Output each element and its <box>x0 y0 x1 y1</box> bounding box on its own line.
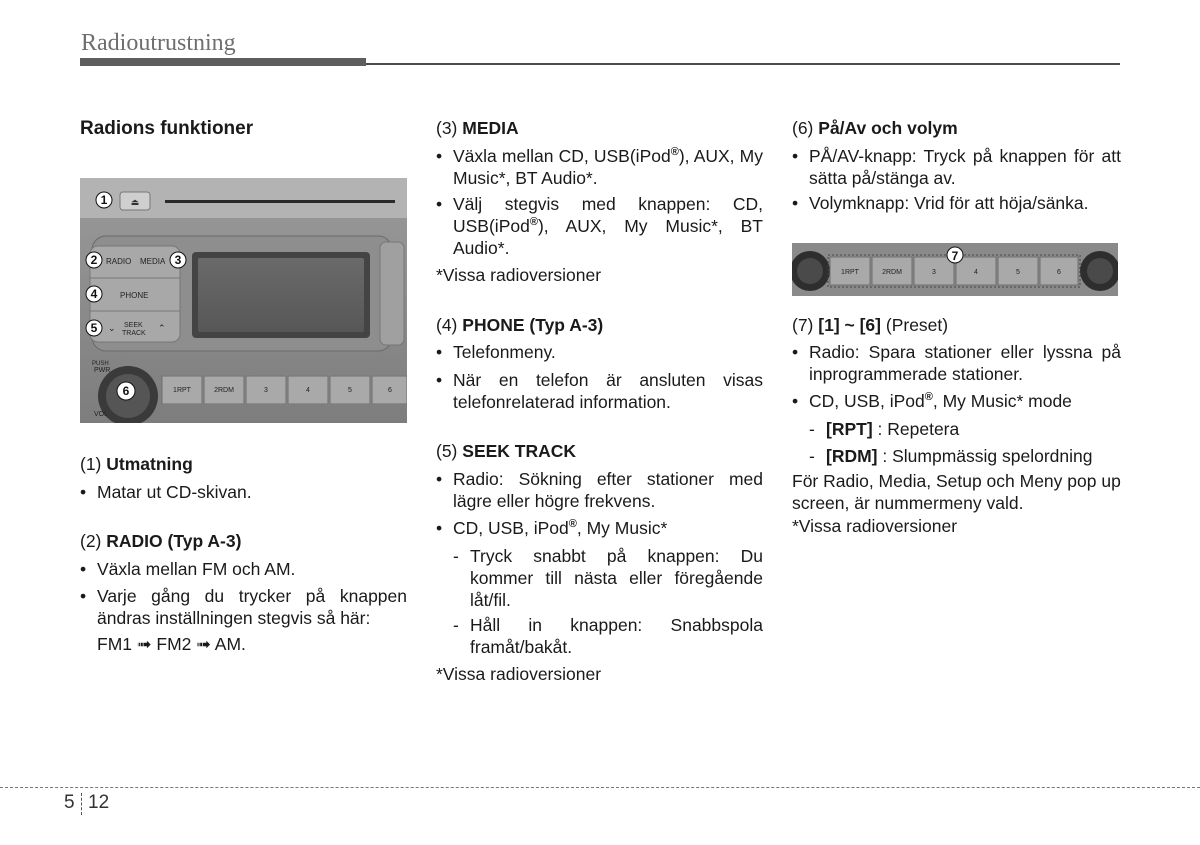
header-rule <box>366 63 1120 65</box>
chapter-number: 5 <box>64 792 75 813</box>
list-item: • CD, USB, iPod®, My Music* <box>436 517 763 539</box>
radio-panel-figure <box>80 178 407 423</box>
heading-preset: (7) [1] ~ [6] (Preset) <box>792 315 949 335</box>
list-item: • CD, USB, iPod®, My Music* mode <box>792 390 1121 412</box>
preset-strip-figure <box>792 243 1118 296</box>
footnote: *Vissa radioversioner <box>436 265 602 285</box>
media-button-label: MEDIA <box>140 257 166 266</box>
vol-label: VOL <box>94 411 109 418</box>
preset-label: 2RDM <box>882 269 902 276</box>
list-item: • Varje gång du trycker på knappen ändras inställningen stegvis så här: <box>80 585 407 629</box>
page-number: 12 <box>88 792 110 813</box>
preset-label: 6 <box>388 387 392 394</box>
callout-3: 3 <box>174 253 182 267</box>
preset-buttons-row <box>162 375 407 405</box>
callout-5: 5 <box>90 321 98 335</box>
heading-phone: (4) PHONE (Typ A-3) <box>436 315 604 335</box>
list-item: • När en telefon är ansluten visas telefonrelaterad information. <box>436 369 763 413</box>
preset-label: 5 <box>1016 269 1020 276</box>
heading-media: (3) MEDIA <box>436 118 519 138</box>
seek-label: SEEK <box>124 322 143 329</box>
running-header: Radioutrustning <box>81 30 236 56</box>
sub-item: - Tryck snabbt på knappen: Du kommer till nästa eller föregående låt/fil. <box>453 545 763 611</box>
callout-2: 2 <box>90 253 98 267</box>
pwr-label: PWR <box>94 367 111 374</box>
section-title: Radions funktioner <box>80 118 254 139</box>
list-item: • Växla mellan FM och AM. <box>80 558 407 580</box>
svg-text:⌃: ⌃ <box>158 323 166 333</box>
heading-utmatning: (1) Utmatning <box>80 454 193 474</box>
list-item: • Radio: Sökning efter stationer med lägre eller högre frekvens. <box>436 468 763 512</box>
list-item: • Telefonmeny. <box>436 341 763 363</box>
footer-rule <box>0 787 1200 788</box>
track-label: TRACK <box>122 330 146 337</box>
preset-label: 6 <box>1057 269 1061 276</box>
list-item: • Växla mellan CD, USB(iPod®), AUX, My Music*, BT Audio*. <box>436 145 763 189</box>
preset-label: 5 <box>348 387 352 394</box>
svg-text:⏏: ⏏ <box>130 197 140 207</box>
callout-7: 7 <box>951 249 959 263</box>
preset-label: 3 <box>932 269 936 276</box>
paragraph: För Radio, Media, Setup och Meny pop up screen, är nummermeny vald. <box>792 471 1121 513</box>
sub-item: - [RDM] : Slumpmässig spelordning <box>809 445 1121 467</box>
sub-item: - Håll in knappen: Snabbspola framåt/bakåt. <box>453 614 763 658</box>
list-item: • PÅ/AV-knapp: Tryck på knappen för att sätta på/stänga av. <box>792 145 1121 189</box>
list-item: • Matar ut CD-skivan. <box>80 481 252 503</box>
push-label: PUSH <box>92 361 109 367</box>
preset-label: 1RPT <box>173 387 191 394</box>
preset-label: 2RDM <box>214 387 234 394</box>
page-separator <box>81 793 82 815</box>
footnote: *Vissa radioversioner <box>792 516 958 536</box>
svg-text:⌄: ⌄ <box>108 323 116 333</box>
phone-button-label: PHONE <box>120 291 149 300</box>
heading-power-volume: (6) På/Av och volym <box>792 118 958 138</box>
header-bar <box>80 58 366 66</box>
callout-6: 6 <box>122 384 130 398</box>
list-item: • Radio: Spara stationer eller lyssna på inprogrammerade stationer. <box>792 341 1121 385</box>
preset-label: 4 <box>974 269 978 276</box>
band-sequence: FM1 ➟ FM2 ➟ AM. <box>97 634 246 654</box>
heading-seek-track: (5) SEEK TRACK <box>436 441 577 461</box>
preset-label: 1RPT <box>841 269 859 276</box>
list-item: • Volymknapp: Vrid för att höja/sänka. <box>792 192 1121 214</box>
callout-4: 4 <box>90 287 98 301</box>
footnote: *Vissa radioversioner <box>436 664 602 684</box>
preset-label: 4 <box>306 387 310 394</box>
callout-1: 1 <box>100 193 108 207</box>
radio-button-label: RADIO <box>106 257 132 266</box>
preset-label: 3 <box>264 387 268 394</box>
heading-radio: (2) RADIO (Typ A-3) <box>80 531 242 551</box>
list-item: • Välj stegvis med knappen: CD, USB(iPod®), AUX, My Music*, BT Audio*. <box>436 193 763 259</box>
sub-item: - [RPT] : Repetera <box>809 418 1121 440</box>
